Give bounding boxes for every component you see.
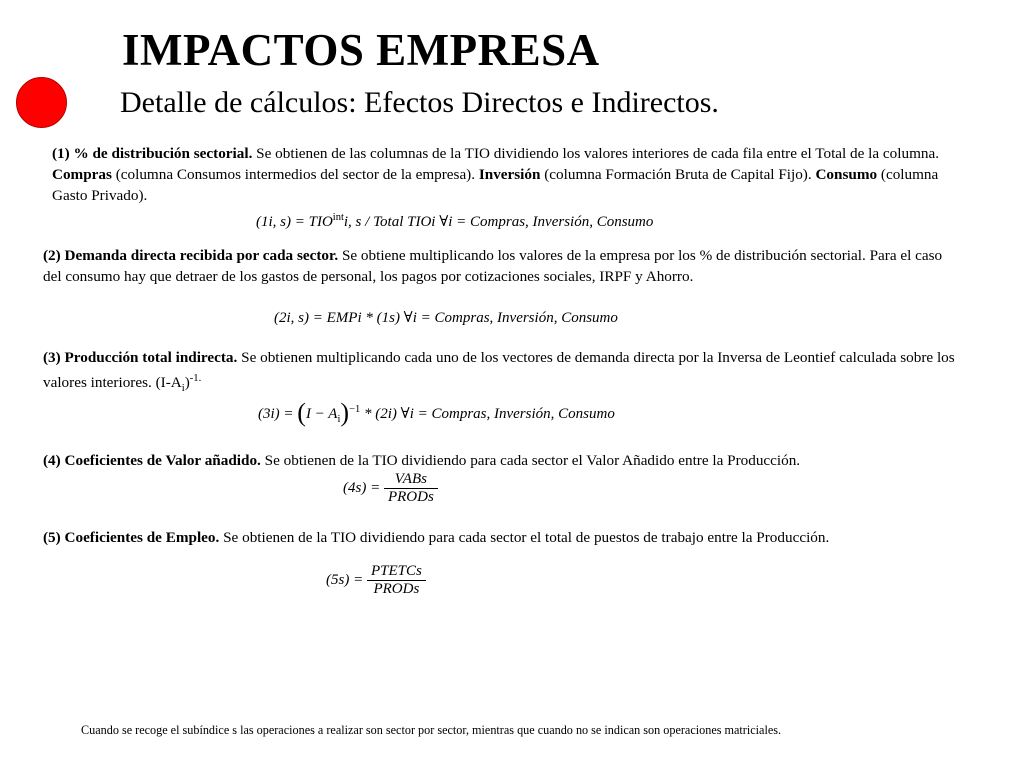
section-5-paragraph: [43, 527, 963, 548]
section-1-bold-compras: Compras: [52, 166, 112, 183]
section-1-text-inversion: (columna Formación Bruta de Capital Fijo).: [540, 166, 816, 183]
page-subtitle: Detalle de cálculos: Efectos Directos e Indirectos.: [120, 86, 719, 119]
section-3-text: Se obtienen multiplicando cada uno de los vectores de demanda directa por la Inversa de Leontief calculada sobre los valores interiores. (I-A: [43, 349, 955, 392]
section-3-heading: (3) Producción total indirecta.: [43, 349, 238, 366]
section-4-heading: (4) Coeficientes de Valor añadido.: [43, 452, 261, 469]
section-5-heading: (5) Coeficientes de Empleo.: [43, 529, 220, 546]
formula-4-lhs: (4s) =: [343, 479, 384, 496]
formula-4-numerator: VABs: [394, 471, 427, 487]
formula-3: [258, 398, 615, 428]
section-1-text-compras: (columna Consumos intermedios del sector de la empresa).: [111, 166, 479, 183]
section-1-text: Se obtienen de las columnas de la TIO dividiendo los valores interiores de cada fila entre el Total de la columna.: [252, 145, 940, 162]
section-1-heading: (1) % de distribución sectorial.: [52, 145, 253, 162]
section-3-tail: ): [184, 374, 190, 392]
formula-3-part-b: I − A: [305, 406, 338, 422]
formula-1: [256, 212, 653, 231]
section-1-text-consumo: (columna Gasto Privado).: [52, 166, 939, 204]
formula-3-part-c: * (2i) ∀i = Compras, Inversión, Consumo: [360, 406, 615, 422]
formula-5-lhs: (5s) =: [326, 571, 367, 588]
formula-3-superscript: −1: [349, 404, 361, 415]
formula-5-fraction: [367, 563, 426, 598]
section-2-text: Se obtiene multiplicando los valores de la empresa por los % de distribución sectorial. Para el caso del consumo hay que detraer de los gastos de personal, los pagos por cotizaciones sociales, IRPF y Ahorro.: [43, 247, 943, 285]
section-1-bold-inversion: Inversión: [478, 166, 541, 183]
formula-4-denominator: PRODs: [384, 488, 438, 506]
section-4-paragraph: [43, 450, 963, 471]
formula-3-close-paren: ): [340, 398, 350, 427]
section-1-paragraph: [52, 143, 957, 206]
formula-2: (2i, s) = EMPi * (1s) ∀i = Compras, Inversión, Consumo: [274, 310, 618, 326]
section-2-heading: (2) Demanda directa recibida por cada sector.: [43, 247, 339, 264]
formula-1-superscript: int: [332, 212, 344, 223]
red-circle-icon: [16, 77, 67, 128]
section-5-text: Se obtienen de la TIO dividiendo para cada sector el total de puestos de trabajo entre la Producción.: [219, 529, 830, 546]
footnote: Cuando se recoge el subíndice s las operaciones a realizar son sector por sector, mientras que cuando no se indican son operaciones matriciales.: [81, 723, 782, 737]
formula-1-part-b: i, s / Total TIOi ∀i = Compras, Inversión, Consumo: [343, 214, 654, 230]
section-3-subscript: i: [181, 383, 185, 395]
formula-3-part-a: (3i) =: [258, 406, 298, 422]
page-title: IMPACTOS EMPRESA: [122, 25, 600, 75]
formula-3-subscript: i: [337, 414, 341, 425]
section-2-paragraph: [43, 245, 953, 287]
section-4-text: Se obtienen de la TIO dividiendo para cada sector el Valor Añadido entre la Producción.: [260, 452, 801, 469]
formula-4-fraction: [384, 471, 438, 506]
formula-3-open-paren: (: [297, 398, 306, 427]
formula-5-numerator: PTETCs: [370, 563, 422, 579]
formula-4: [343, 471, 438, 506]
section-3-superscript: -1.: [189, 373, 202, 384]
section-1-bold-consumo: Consumo: [815, 166, 878, 183]
section-3-paragraph: [43, 347, 973, 399]
formula-1-part-a: (1i, s) = TIO: [256, 214, 333, 230]
formula-5-denominator: PRODs: [367, 580, 426, 598]
formula-5: [326, 563, 426, 598]
